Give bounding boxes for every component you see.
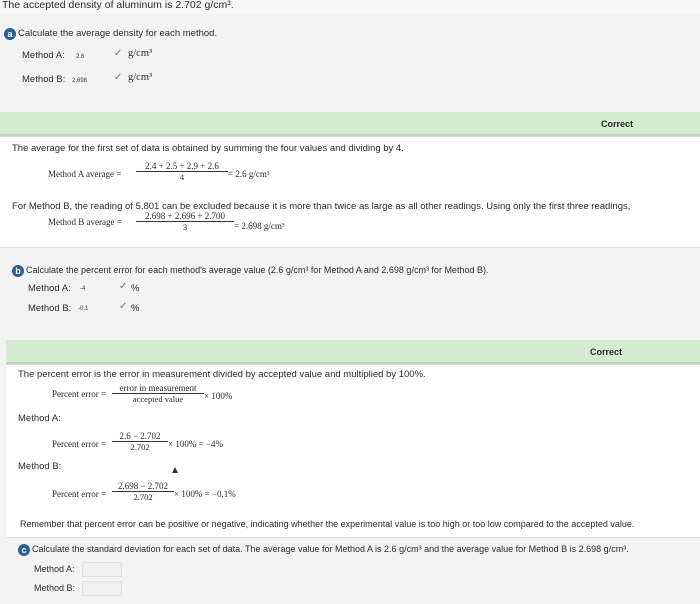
badge-a-icon: a (4, 28, 16, 40)
eq-b-numerator: 2.698 + 2.696 + 2.700 (136, 211, 234, 222)
eq-pa-result: × 100% = −4% (168, 439, 223, 449)
eq-a-label: Method A average = (48, 169, 122, 179)
correct-label-b: Correct (590, 347, 623, 357)
question-b-text: Calculate the percent error for each method's average value (2.6 g/cm³ for Method A and 2.698 g/cm³ for Method B). (26, 265, 489, 275)
correct-banner-b (6, 340, 700, 364)
eq-pa-label: Percent error = (52, 439, 107, 449)
explanation-a-2: For Method B, the reading of 5.801 can be excluded because it is more than twice as large as all other readings. Using only the first three readings, (12, 201, 631, 212)
badge-b-icon: b (12, 265, 24, 277)
eq-b-result: = 2.698 g/cm³ (234, 221, 285, 231)
eq-b-label: Method B average = (48, 217, 122, 227)
eq-general-label: Percent error = (52, 389, 107, 399)
method-b-label: Method B: (34, 583, 76, 593)
checkmark-icon: ✓ (114, 48, 123, 59)
method-b-unit: % (131, 303, 140, 314)
eq-pb-result: × 100% = −0.1% (174, 489, 236, 499)
eq-pa-numerator: 2.6 − 2.702 (112, 431, 168, 442)
method-b-label: Method B: (22, 74, 66, 85)
method-a-label: Method A: (22, 50, 65, 61)
method-a-heading: Method A: (18, 413, 61, 424)
checkmark-icon: ✓ (119, 281, 128, 292)
eq-b-fraction (136, 211, 234, 232)
explanation-b-1: The percent error is the error in measurement divided by accepted value and multiplied by 100%. (18, 369, 426, 380)
question-a-text: Calculate the average density for each method. (18, 28, 218, 39)
eq-a-numerator: 2.4 + 2.5 + 2.9 + 2.6 (136, 161, 228, 172)
eq-general-result: × 100% (204, 391, 233, 401)
eq-pb-fraction (112, 481, 174, 502)
method-a-label: Method A: (28, 283, 71, 294)
method-b-unit: g/cm³ (128, 72, 153, 83)
explanation-a-1: The average for the first set of data is obtained by summing the four values and dividing by 4. (12, 143, 404, 154)
eq-a-denominator: 4 (179, 172, 185, 182)
question-b (12, 265, 692, 279)
eq-pb-numerator: 2.698 − 2.702 (112, 481, 174, 492)
eq-general-numerator: error in measurement (112, 383, 204, 394)
badge-c-icon: c (18, 544, 30, 556)
eq-b-denominator: 3 (182, 222, 188, 232)
eq-a-fraction (136, 161, 228, 182)
method-a-answer[interactable]: -4 (80, 286, 86, 292)
remember-note: Remember that percent error can be positive or negative, indicating whether the experimental value is too high or too low compared to the accepted value. (20, 519, 635, 529)
method-b-input[interactable] (82, 581, 122, 596)
method-a-unit: % (131, 283, 140, 294)
method-a-answer[interactable]: 2.6 (76, 54, 85, 60)
solution-panel-a (0, 136, 700, 248)
eq-a-result: = 2.6 g/cm³ (228, 169, 270, 179)
eq-pa-fraction (112, 431, 168, 452)
checkmark-icon: ✓ (114, 72, 123, 83)
question-a (4, 28, 684, 42)
question-c-text: Calculate the standard deviation for each set of data. The average value for Method A is 2.6 g/cm³ and the average value for Method B is 2.698 g/cm³. (32, 544, 629, 554)
method-a-label: Method A: (34, 564, 75, 574)
eq-pb-denominator: 2.702 (133, 492, 153, 502)
eq-general-fraction (112, 383, 204, 404)
method-b-answer[interactable]: 2.698 (72, 78, 88, 84)
cursor-icon (172, 467, 178, 473)
method-b-heading: Method B: (18, 461, 62, 472)
correct-banner-a (0, 112, 700, 136)
method-b-answer[interactable]: -0.1 (78, 306, 89, 312)
eq-pa-denominator: 2.702 (130, 442, 150, 452)
method-a-unit: g/cm³ (128, 48, 153, 59)
question-c (18, 544, 700, 558)
method-a-input[interactable] (82, 562, 122, 577)
accepted-density-statement: The accepted density of aluminum is 2.702 g/cm³. (0, 0, 700, 14)
method-b-label: Method B: (28, 303, 72, 314)
eq-pb-label: Percent error = (52, 489, 107, 499)
checkmark-icon: ✓ (119, 301, 128, 312)
eq-general-denominator: accepted value (132, 394, 184, 404)
solution-panel-b (6, 364, 700, 538)
correct-label-a: Correct (601, 119, 634, 129)
